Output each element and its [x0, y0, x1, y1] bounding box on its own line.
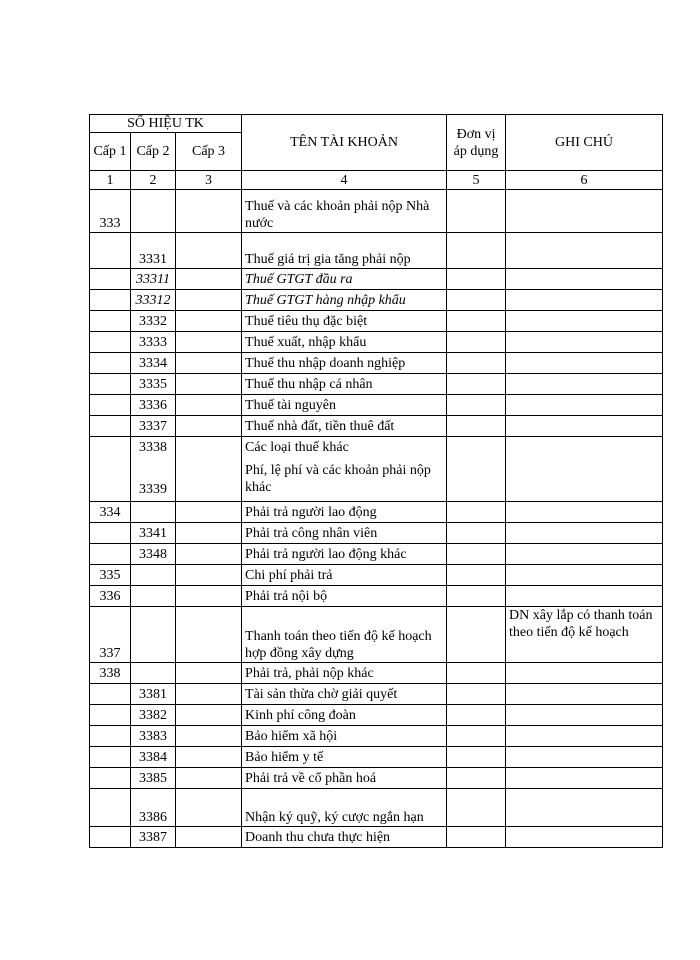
- table-row: [90, 607, 663, 663]
- applicable-unit: [447, 747, 506, 768]
- account-level-2: 3339: [139, 482, 167, 497]
- account-level-2: [131, 190, 176, 233]
- account-note: [506, 768, 663, 789]
- account-name: Phải trả, phải nộp khác: [242, 663, 447, 684]
- applicable-unit: [447, 233, 506, 269]
- account-level-1: [90, 269, 131, 290]
- applicable-unit: [447, 332, 506, 353]
- account-level-1: [90, 544, 131, 565]
- account-level-1: 333: [90, 190, 131, 233]
- account-note: [506, 726, 663, 747]
- account-level-1: 337: [90, 607, 131, 663]
- applicable-unit: [447, 395, 506, 416]
- account-name: Kinh phí công đoàn: [242, 705, 447, 726]
- table-row: [90, 502, 663, 523]
- account-level-2: 3341: [131, 523, 176, 544]
- account-level-2: 3384: [131, 747, 176, 768]
- account-level-2: 3385: [131, 768, 176, 789]
- column-number: 6: [506, 171, 663, 190]
- header-level-2: Cấp 2: [131, 133, 176, 171]
- account-level-2: 3387: [131, 827, 176, 848]
- account-level-1: [90, 437, 131, 502]
- account-level-2: 3331: [131, 233, 176, 269]
- table-row: [90, 353, 663, 374]
- account-name: Bảo hiểm xã hội: [242, 726, 447, 747]
- applicable-unit: [447, 684, 506, 705]
- account-note: [506, 311, 663, 332]
- account-note: [506, 233, 663, 269]
- account-level-1: [90, 768, 131, 789]
- account-note: [506, 663, 663, 684]
- account-level-1: [90, 416, 131, 437]
- table-row: [90, 311, 663, 332]
- applicable-unit: [447, 726, 506, 747]
- applicable-unit: [447, 565, 506, 586]
- account-note: [506, 437, 663, 502]
- account-level-3: [176, 269, 242, 290]
- table-row: [90, 544, 663, 565]
- account-name-group: [242, 437, 447, 502]
- table-row: [90, 663, 663, 684]
- applicable-unit: [447, 269, 506, 290]
- account-note: [506, 827, 663, 848]
- account-name: Thuế và các khoản phải nộp Nhà nước: [242, 190, 447, 233]
- account-note: [506, 190, 663, 233]
- applicable-unit: [447, 586, 506, 607]
- account-name: Thuế tài nguyên: [242, 395, 447, 416]
- header-applicable-unit: Đơn vị áp dụng: [447, 115, 506, 171]
- account-level-3: [176, 416, 242, 437]
- table-row: [90, 705, 663, 726]
- account-name: Thuế nhà đất, tiền thuê đất: [242, 416, 447, 437]
- applicable-unit: [447, 768, 506, 789]
- account-level-2: [131, 607, 176, 663]
- account-level-2: 3348: [131, 544, 176, 565]
- account-note: [506, 332, 663, 353]
- account-level-2: [131, 565, 176, 586]
- account-level-2: 33311: [131, 269, 176, 290]
- table-row: [90, 523, 663, 544]
- table-row: [90, 684, 663, 705]
- account-note: [506, 353, 663, 374]
- account-level-3: [176, 747, 242, 768]
- account-level-1: 335: [90, 565, 131, 586]
- header-level-3: Cấp 3: [176, 133, 242, 171]
- account-name: Các loại thuế khác: [245, 440, 349, 455]
- account-level-1: [90, 290, 131, 311]
- account-note: [506, 395, 663, 416]
- account-note: [506, 416, 663, 437]
- account-note: [506, 544, 663, 565]
- account-level-3: [176, 523, 242, 544]
- account-level-2: 3333: [131, 332, 176, 353]
- account-name: Phải trả công nhân viên: [242, 523, 447, 544]
- table-row: [90, 332, 663, 353]
- account-level-1: [90, 233, 131, 269]
- account-level-2: 3382: [131, 705, 176, 726]
- applicable-unit: [447, 311, 506, 332]
- account-name: Doanh thu chưa thực hiện: [242, 827, 447, 848]
- applicable-unit: [447, 416, 506, 437]
- account-name: Thanh toán theo tiến độ kế hoạch hợp đồng xây dựng: [242, 607, 447, 663]
- account-level-2: [131, 586, 176, 607]
- table-row: [90, 190, 663, 233]
- header-level-1: Cấp 1: [90, 133, 131, 171]
- account-level-3: [176, 768, 242, 789]
- account-name: Phải trả người lao động khác: [242, 544, 447, 565]
- applicable-unit: [447, 523, 506, 544]
- account-level-2: 3335: [131, 374, 176, 395]
- account-level-2: 3334: [131, 353, 176, 374]
- account-note: [506, 586, 663, 607]
- table-row: [90, 269, 663, 290]
- account-level-2: 3386: [131, 789, 176, 827]
- account-level-2: 3338: [139, 440, 167, 455]
- column-number: 5: [447, 171, 506, 190]
- account-note: [506, 565, 663, 586]
- table-row: [90, 233, 663, 269]
- account-name: Thuế thu nhập cá nhân: [242, 374, 447, 395]
- header-notes: GHI CHÚ: [506, 115, 663, 171]
- account-level-3: [176, 565, 242, 586]
- account-level-3: [176, 332, 242, 353]
- applicable-unit: [447, 190, 506, 233]
- account-name: Phải trả người lao động: [242, 502, 447, 523]
- account-level-1: [90, 684, 131, 705]
- account-level-2: 3381: [131, 684, 176, 705]
- account-level-2: 3383: [131, 726, 176, 747]
- applicable-unit: [447, 607, 506, 663]
- account-level-3: [176, 290, 242, 311]
- column-number-row: [90, 171, 663, 190]
- account-level-3: [176, 607, 242, 663]
- account-level-1: [90, 747, 131, 768]
- account-note: [506, 502, 663, 523]
- account-level-1: 338: [90, 663, 131, 684]
- account-level-3: [176, 311, 242, 332]
- account-level-1: [90, 705, 131, 726]
- account-level-1: 334: [90, 502, 131, 523]
- column-number: 3: [176, 171, 242, 190]
- applicable-unit: [447, 374, 506, 395]
- table-row: [90, 586, 663, 607]
- applicable-unit: [447, 544, 506, 565]
- applicable-unit: [447, 705, 506, 726]
- account-note: [506, 684, 663, 705]
- account-level-2-group: [131, 437, 176, 502]
- table-row: [90, 768, 663, 789]
- account-level-3: [176, 233, 242, 269]
- table-row: [90, 747, 663, 768]
- account-level-3: [176, 190, 242, 233]
- account-level-1: [90, 332, 131, 353]
- account-level-3: [176, 395, 242, 416]
- account-name: Thuế xuất, nhập khẩu: [242, 332, 447, 353]
- account-level-1: [90, 353, 131, 374]
- column-number: 2: [131, 171, 176, 190]
- account-level-3: [176, 663, 242, 684]
- account-level-1: [90, 726, 131, 747]
- account-level-3: [176, 502, 242, 523]
- account-level-3: [176, 544, 242, 565]
- account-level-1: [90, 311, 131, 332]
- account-level-3: [176, 586, 242, 607]
- account-level-3: [176, 789, 242, 827]
- account-level-2: 3337: [131, 416, 176, 437]
- account-level-3: [176, 684, 242, 705]
- account-level-3: [176, 437, 242, 502]
- table-row: [90, 416, 663, 437]
- account-note: [506, 290, 663, 311]
- account-level-3: [176, 705, 242, 726]
- table-row: [90, 789, 663, 827]
- account-level-1: 336: [90, 586, 131, 607]
- account-note: [506, 523, 663, 544]
- column-number: 4: [242, 171, 447, 190]
- account-level-2: 33312: [131, 290, 176, 311]
- table-row: [90, 290, 663, 311]
- column-number: 1: [90, 171, 131, 190]
- applicable-unit: [447, 502, 506, 523]
- account-level-3: [176, 726, 242, 747]
- table-row: [90, 827, 663, 848]
- account-name: Thuế thu nhập doanh nghiệp: [242, 353, 447, 374]
- header-account-name: TÊN TÀI KHOẢN: [242, 115, 447, 171]
- account-name: Phải trả nội bộ: [242, 586, 447, 607]
- account-level-2: [131, 663, 176, 684]
- account-level-2: 3336: [131, 395, 176, 416]
- account-name: Tài sản thừa chờ giải quyết: [242, 684, 447, 705]
- account-level-1: [90, 827, 131, 848]
- table-row: [90, 374, 663, 395]
- account-level-1: [90, 374, 131, 395]
- chart-of-accounts-table: [89, 114, 663, 848]
- account-name: Nhận ký quỹ, ký cược ngắn hạn: [242, 789, 447, 827]
- account-name: Thuế giá trị gia tăng phải nộp: [242, 233, 447, 269]
- account-level-3: [176, 353, 242, 374]
- account-name: Phí, lệ phí và các khoản phải nộp khác: [245, 463, 431, 495]
- account-name: Phải trả về cổ phần hoá: [242, 768, 447, 789]
- table-row: [90, 726, 663, 747]
- account-level-2: [131, 502, 176, 523]
- account-level-3: [176, 374, 242, 395]
- account-note: [506, 705, 663, 726]
- account-level-1: [90, 789, 131, 827]
- applicable-unit: [447, 789, 506, 827]
- applicable-unit: [447, 353, 506, 374]
- account-name: Chi phí phải trả: [242, 565, 447, 586]
- table-row: [90, 437, 663, 502]
- account-level-1: [90, 523, 131, 544]
- account-name: Thuế tiêu thụ đặc biệt: [242, 311, 447, 332]
- account-level-2: 3332: [131, 311, 176, 332]
- header-account-code: SỐ HIỆU TK: [90, 115, 242, 133]
- account-note: DN xây lắp có thanh toán theo tiến độ kế hoạch: [506, 607, 663, 663]
- account-note: [506, 789, 663, 827]
- document-page: [89, 114, 663, 848]
- account-name: Thuế GTGT đầu ra: [242, 269, 447, 290]
- applicable-unit: [447, 290, 506, 311]
- applicable-unit: [447, 663, 506, 684]
- account-name: Bảo hiểm y tế: [242, 747, 447, 768]
- table-row: [90, 395, 663, 416]
- account-level-1: [90, 395, 131, 416]
- account-level-3: [176, 827, 242, 848]
- table-row: [90, 565, 663, 586]
- account-note: [506, 269, 663, 290]
- applicable-unit: [447, 827, 506, 848]
- account-note: [506, 747, 663, 768]
- account-note: [506, 374, 663, 395]
- account-name: Thuế GTGT hàng nhập khẩu: [242, 290, 447, 311]
- applicable-unit: [447, 437, 506, 502]
